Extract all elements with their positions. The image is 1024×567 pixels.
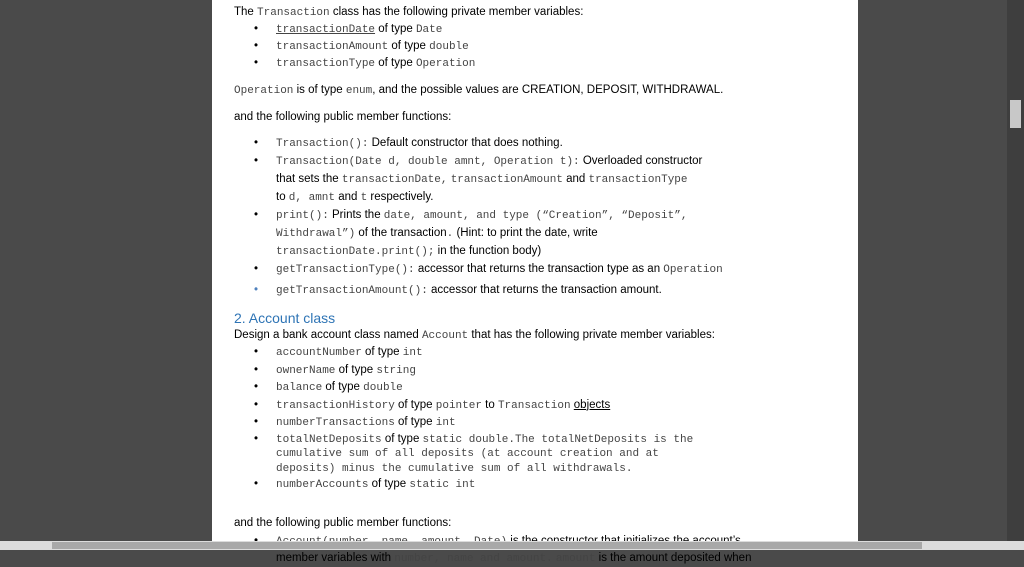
list-item: • numberAccounts of type static int bbox=[234, 476, 834, 494]
account-intro: Design a bank account class named Account that has the following private member variables: bbox=[234, 329, 715, 342]
list-item: • getTransactionAmount(): accessor that returns the transaction amount. bbox=[234, 282, 834, 300]
list-item: • accountNumber of type int bbox=[234, 344, 834, 362]
account-vars-list bbox=[234, 344, 834, 494]
list-item: • transactionHistory of type pointer to Transaction objects bbox=[234, 397, 834, 415]
horizontal-scrollbar[interactable] bbox=[0, 541, 1024, 550]
horizontal-scroll-thumb[interactable] bbox=[52, 542, 922, 549]
list-item: • numberTransactions of type int bbox=[234, 414, 834, 432]
document-page bbox=[212, 0, 858, 566]
transaction-vars-list bbox=[234, 21, 834, 72]
section-heading-account: 2. Account class bbox=[234, 310, 336, 326]
list-item: • ownerName of type string bbox=[234, 362, 834, 380]
list-item: • balance of type double bbox=[234, 379, 834, 397]
list-item: • transactionAmount of type double bbox=[234, 38, 834, 55]
functions-intro: and the following public member functions: bbox=[234, 111, 452, 123]
vertical-scrollbar[interactable] bbox=[1007, 0, 1024, 541]
list-item: • transactionType of type Operation bbox=[234, 55, 834, 72]
enum-line: Operation is of type enum, and the possible values are CREATION, DEPOSIT, WITHDRAWAL. bbox=[234, 84, 724, 97]
transaction-intro: The Transaction class has the following private member variables: bbox=[234, 6, 584, 19]
list-item: • getTransactionType(): accessor that returns the transaction type as an Operation bbox=[234, 261, 834, 279]
account-functions-intro: and the following public member functions: bbox=[234, 517, 452, 530]
list-item: • member variables with number, name and amount. amount is the amount deposited when bbox=[234, 533, 834, 567]
list-item: • print(): Prints the date, amount, and type (“Creation”, “Deposit”, Withdrawal”) of the transaction. (Hint: to print the date, write transactionDate.print(); in the function body) bbox=[234, 207, 834, 261]
list-item: • Transaction(): Default constructor that does nothing. bbox=[234, 135, 834, 153]
vertical-scroll-thumb[interactable] bbox=[1010, 100, 1021, 128]
document-content bbox=[234, 0, 834, 567]
account-functions-list bbox=[234, 533, 834, 567]
list-item: • Transaction(Date d, double amnt, Operation t): Overloaded constructor that sets the transactionDate, transactionAmount and transactionType to d, amnt and t respectively. bbox=[234, 153, 834, 207]
transaction-functions-list bbox=[234, 135, 834, 300]
list-item: • totalNetDeposits of type static double.The totalNetDeposits is the cumulative sum of all deposits (at account creation and at deposits) minus the cumulative sum of all withdrawals. bbox=[234, 432, 834, 477]
list-item: • transactionDate of type Date bbox=[234, 21, 834, 38]
